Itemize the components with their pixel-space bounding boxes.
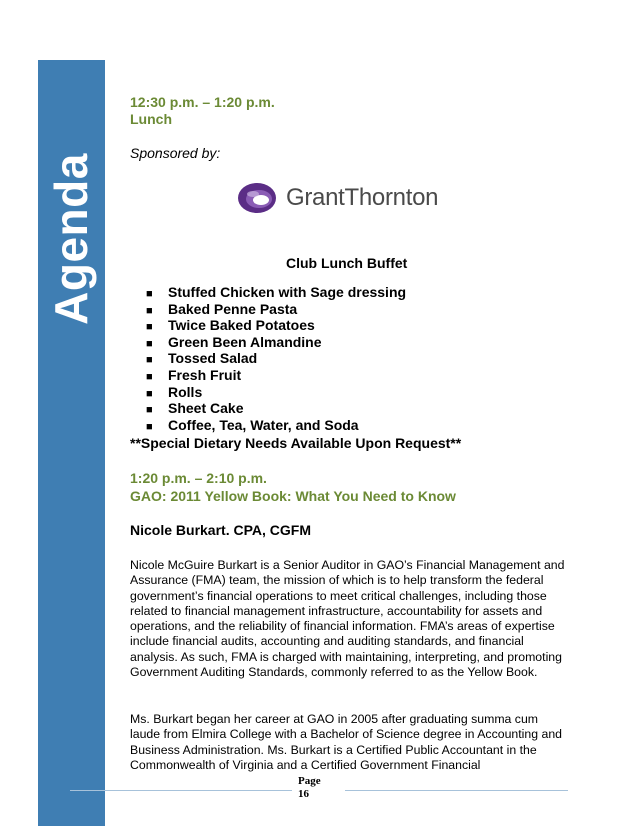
list-item: ■ Baked Penne Pasta: [146, 301, 406, 318]
speaker-name: Nicole Burkart. CPA, CGFM: [130, 522, 311, 538]
dietary-note: **Special Dietary Needs Available Upon Request**: [130, 435, 462, 451]
page-number: Page 16: [298, 775, 321, 800]
sponsor-logo-text: GrantThornton: [286, 184, 439, 211]
square-bullet-icon: ■: [146, 354, 153, 367]
menu-list: [146, 284, 406, 433]
session1-time: 12:30 p.m. – 1:20 p.m.: [130, 94, 275, 110]
list-item: ■ Stuffed Chicken with Sage dressing: [146, 284, 406, 301]
square-bullet-icon: ■: [146, 304, 153, 317]
square-bullet-icon: ■: [146, 420, 153, 433]
list-item: ■ Coffee, Tea, Water, and Soda: [146, 417, 406, 434]
agenda-sidebar: [38, 60, 105, 826]
list-item: ■ Rolls: [146, 384, 406, 401]
list-item: ■ Fresh Fruit: [146, 367, 406, 384]
square-bullet-icon: ■: [146, 321, 153, 334]
square-bullet-icon: ■: [146, 337, 153, 350]
square-bullet-icon: ■: [146, 387, 153, 400]
session2-title: GAO: 2011 Yellow Book: What You Need to Know: [130, 488, 456, 504]
list-item: ■ Twice Baked Potatoes: [146, 317, 406, 334]
square-bullet-icon: ■: [146, 370, 153, 383]
sidebar-title: Agenda: [45, 153, 97, 325]
sidebar-title-wrap: [41, 144, 101, 334]
speaker-bio-1: Nicole McGuire Burkart is a Senior Auditor in GAO’s Financial Management and Assurance (FMA) team, the mission of which is to help transform the federal government’s financial operations to meet critical challenges, including those related to financial management infrastructure, accountability for assets and operations, and the reliability of financial information. FMA’s areas of expertise include financial audits, accounting and auditing standards, and financial analysis. As such, FMA is charged with maintaining, interpreting, and promoting Government Auditing Standards, commonly referred to as the Yellow Book.: [130, 558, 565, 680]
menu-title: Club Lunch Buffet: [286, 255, 408, 271]
grant-thornton-swirl-icon: [236, 180, 278, 216]
session1-title: Lunch: [130, 111, 172, 127]
square-bullet-icon: ■: [146, 288, 153, 300]
footer-rule-left: [70, 790, 292, 791]
list-item: ■ Sheet Cake: [146, 400, 406, 417]
session2-time: 1:20 p.m. – 2:10 p.m.: [130, 470, 267, 486]
square-bullet-icon: ■: [146, 404, 153, 417]
list-item: ■ Tossed Salad: [146, 350, 406, 367]
list-item: ■ Green Been Almandine: [146, 334, 406, 351]
speaker-bio-2: Ms. Burkart began her career at GAO in 2005 after graduating summa cum laude from Elmira College with a Bachelor of Science degree in Accounting and Business Administration. Ms. Burkart is a Certified Public Accountant in the Commonwealth of Virginia and a Certified Government Financial: [130, 712, 563, 772]
sponsored-by-label: Sponsored by:: [130, 145, 221, 161]
grant-thornton-logo: [236, 178, 438, 218]
footer-rule-right: [345, 790, 568, 791]
